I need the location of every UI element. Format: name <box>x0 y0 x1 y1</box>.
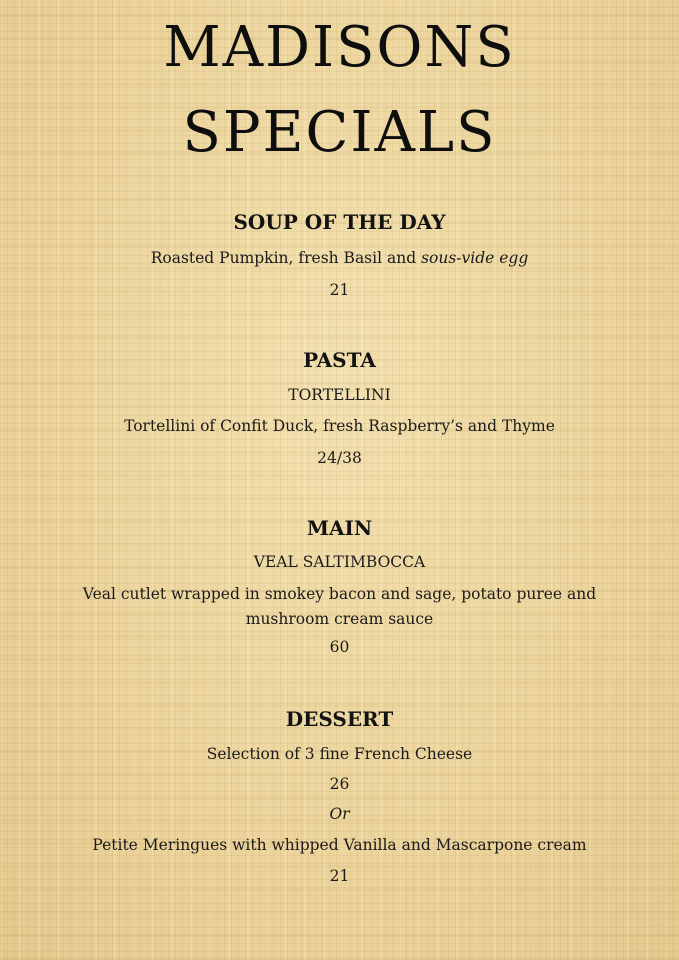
main-price: 60 <box>329 638 350 656</box>
soup-description-italic: sous-vide egg <box>421 249 529 267</box>
dessert-heading: DESSERT <box>285 707 394 731</box>
soup-description-text: Roasted Pumpkin, fresh Basil and <box>150 249 422 267</box>
pasta-dish-name: TORTELLINI <box>288 386 391 404</box>
main-dish-name: VEAL SALTIMBOCCA <box>253 553 426 571</box>
pasta-heading: PASTA <box>303 348 376 372</box>
menu-title-line-1: MADISONS <box>163 15 516 80</box>
dessert-option-2: Petite Meringues with whipped Vanilla and Mascarpone cream <box>92 836 587 854</box>
pasta-description: Tortellini of Confit Duck, fresh Raspberry’s and Thyme <box>124 417 555 435</box>
dessert-price-1: 26 <box>329 775 350 793</box>
soup-heading: SOUP OF THE DAY <box>233 210 446 234</box>
main-heading: MAIN <box>306 516 373 540</box>
soup-description <box>0 249 679 268</box>
pasta-price: 24/38 <box>317 449 362 467</box>
menu-title-line-2: SPECIALS <box>182 100 497 165</box>
dessert-separator: Or <box>329 805 350 823</box>
main-description: Veal cutlet wrapped in smokey bacon and sage, potato puree and mushroom cream sauce <box>82 585 597 628</box>
dessert-price-2: 21 <box>329 867 350 885</box>
soup-price: 21 <box>329 281 350 299</box>
dessert-option-1: Selection of 3 fine French Cheese <box>206 745 473 763</box>
